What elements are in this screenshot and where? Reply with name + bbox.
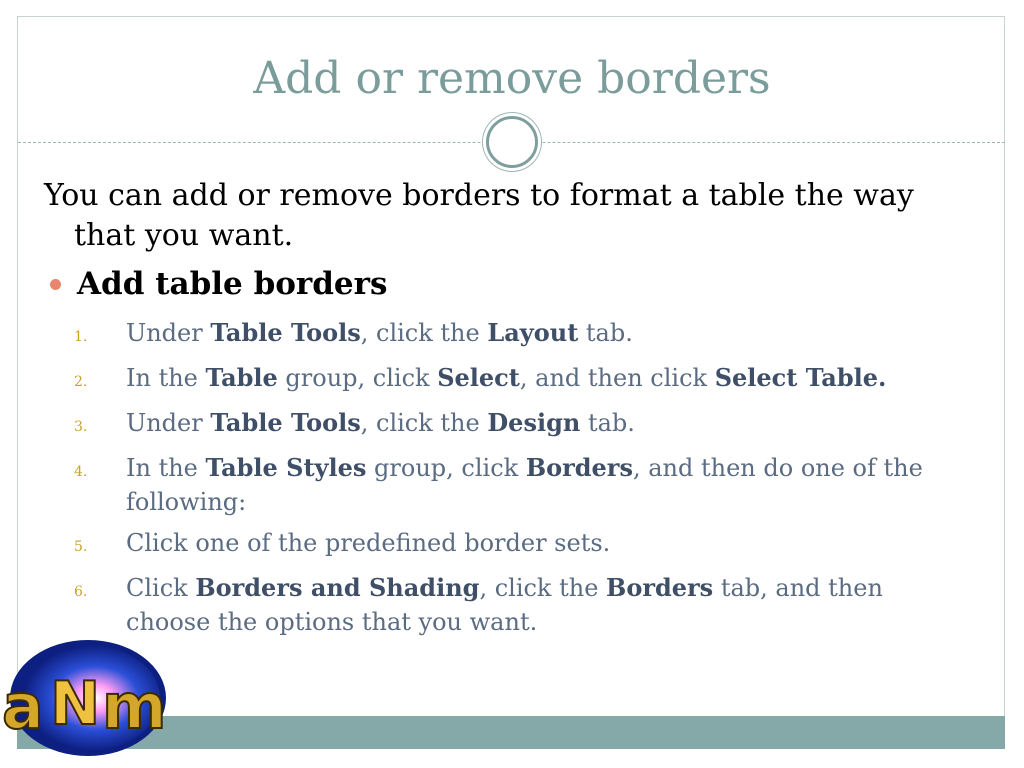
step-keyword: Design <box>487 408 581 437</box>
slide-body <box>44 176 964 646</box>
step-keyword: Table Tools <box>210 318 361 347</box>
slide-title: Add or remove borders <box>253 53 771 104</box>
step-fragment: In the <box>126 364 206 392</box>
step-fragment: group, click <box>277 364 438 392</box>
step-item <box>44 361 964 399</box>
step-fragment: , and then click <box>519 364 715 392</box>
step-item <box>44 406 964 444</box>
bullet-dot-icon <box>50 279 61 290</box>
anm-logo-icon <box>0 630 170 760</box>
step-number: 2. <box>74 374 88 390</box>
step-number: 5. <box>74 539 88 555</box>
step-fragment: tab. <box>578 319 633 347</box>
step-fragment: In the <box>126 454 206 482</box>
step-text <box>126 316 956 354</box>
step-fragment: Click one of the predefined border sets. <box>126 529 611 557</box>
bullet-heading-label: Add table borders <box>77 266 388 302</box>
logo-letter-m: m <box>102 670 167 743</box>
step-fragment: Under <box>126 319 211 347</box>
step-fragment: Click <box>126 574 196 602</box>
ring-ornament-icon <box>486 116 538 168</box>
step-text <box>126 451 956 519</box>
steps-list <box>44 316 964 639</box>
step-keyword: Borders and Shading <box>195 573 480 602</box>
step-fragment: , and then do one of the following: <box>126 454 923 516</box>
step-item <box>44 451 964 519</box>
step-keyword: Select <box>437 363 520 392</box>
step-fragment: , click the <box>479 574 607 602</box>
step-keyword: Table Tools <box>210 408 361 437</box>
step-fragment: Under <box>126 409 211 437</box>
step-text <box>126 571 956 639</box>
step-keyword: Layout <box>487 318 579 347</box>
step-text <box>126 406 956 444</box>
step-item <box>44 571 964 639</box>
step-fragment: , click the <box>360 319 488 347</box>
step-item <box>44 526 964 564</box>
logo-letter-n: N <box>50 669 101 739</box>
step-text <box>126 361 956 399</box>
step-keyword: Table <box>205 363 278 392</box>
step-fragment: group, click <box>366 454 526 482</box>
step-number: 3. <box>74 419 88 435</box>
step-number: 6. <box>74 584 88 600</box>
step-keyword: Select Table. <box>714 363 887 392</box>
step-keyword: Table Styles <box>205 453 367 482</box>
step-fragment: tab. <box>580 409 635 437</box>
step-keyword: Borders <box>606 573 714 602</box>
step-number: 1. <box>74 329 88 345</box>
step-fragment: tab, and then choose the options that you want. <box>126 574 883 636</box>
step-keyword: Borders <box>525 453 633 482</box>
logo-letter-a: a <box>2 670 44 743</box>
step-text <box>126 526 956 564</box>
step-item <box>44 316 964 354</box>
bullet-heading <box>44 264 964 304</box>
step-fragment: , click the <box>360 409 488 437</box>
step-number: 4. <box>74 464 88 480</box>
intro-paragraph: You can add or remove borders to format a table the way that you want. <box>44 178 914 253</box>
